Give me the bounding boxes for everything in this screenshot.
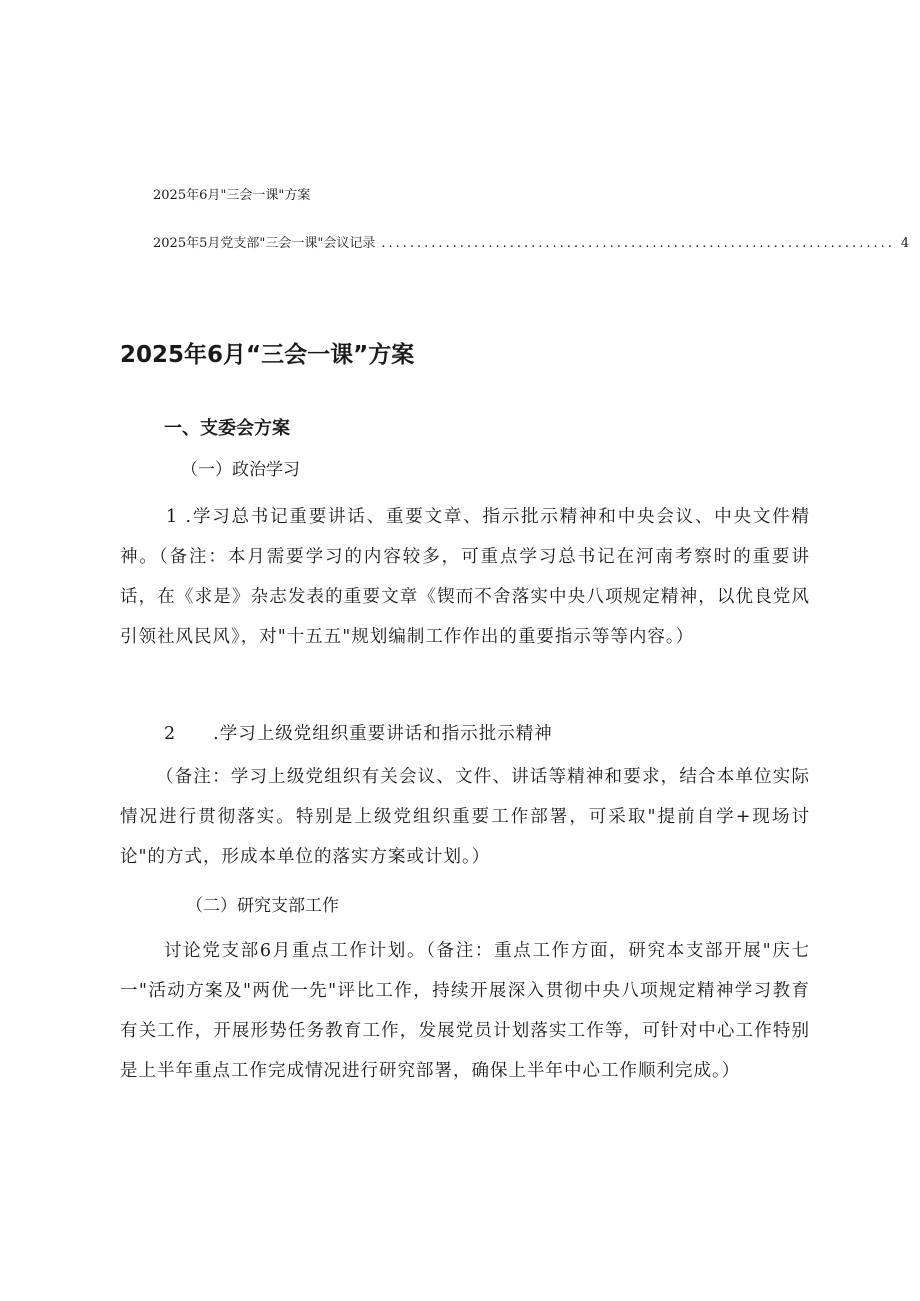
subheading-political-study: （一）政治学习 (181, 460, 300, 480)
paragraph-branch-work: 讨论党支部6月重点工作计划。（备注：重点工作方面，研究本支部开展"庆七一"活动方案及"两优一先"评比工作，持续开展深入贯彻中央八项规定精神学习教育有关工作，开展形势任务教育工作，发展党员计划落实工作等，可针对中心工作特别是上半年重点工作完成情况进行研究部署，确保上半年中心工作顺利完成。） (120, 941, 810, 1081)
subheading-branch-work: （二）研究支部工作 (186, 896, 339, 916)
toc-leader-dots: ........................................................................ (381, 236, 895, 251)
section-heading-branch-committee: 一、支委会方案 (164, 418, 290, 439)
toc-item-label: 2025年5月党支部"三会一课"会议记录 (153, 236, 376, 251)
toc-page-number: 4 (900, 236, 910, 251)
paragraph-study-item-2: 2 .学习上级党组织重要讲话和指示批示精神 (164, 724, 553, 744)
paragraph-study-item-2-note: （备注：学习上级党组织有关会议、文件、讲话等精神和要求，结合本单位实际情况进行贯彻落实。特别是上级党组织重要工作部署，可采取"提前自学+现场讨论"的方式，形成本单位的落实方案或计划。） (120, 767, 810, 867)
toc-item-may-record[interactable] (153, 235, 910, 253)
paragraph-study-item-1: 1 .学习总书记重要讲话、重要文章、指示批示精神和中央会议、中央文件精神。（备注：本月需要学习的内容较多，可重点学习总书记在河南考察时的重要讲话，在《求是》杂志发表的重要文章《锲而不舍落实中央八项规定精神，以优良党风引领社风民风》，对"十五五"规划编制工作作出的重要指示等等内容。） (120, 507, 810, 647)
toc-item-june-plan[interactable]: 2025年6月"三会一课"方案 (153, 188, 311, 203)
document-title: 2025年6月“三会一课”方案 (120, 342, 415, 368)
